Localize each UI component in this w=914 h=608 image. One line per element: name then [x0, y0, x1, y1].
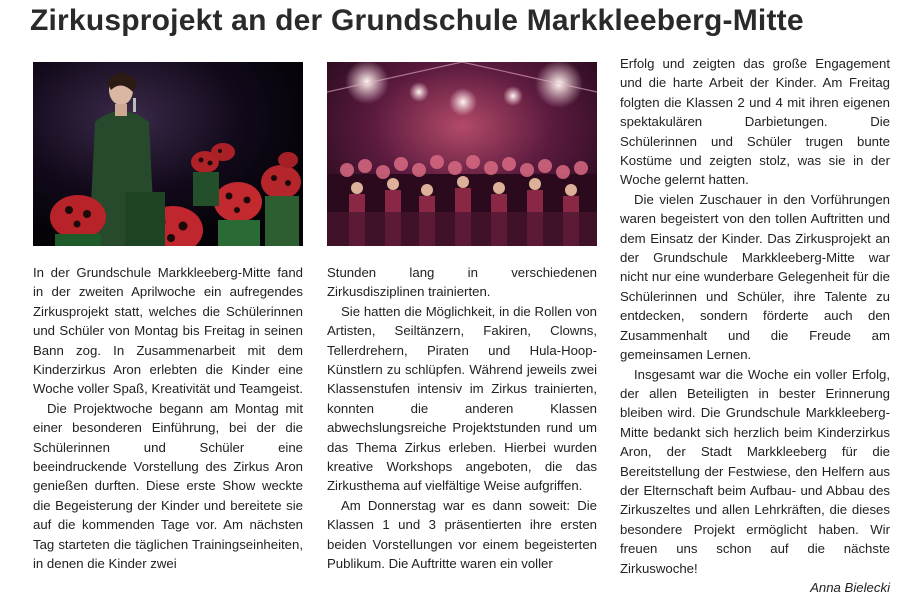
paragraph: Die vielen Zuschauer in den Vorführungen waren begeistert von den tollen Auftritten und dem Einsatz der Kinder. Das Zirkusprojekt an der Grundschule Markkleeberg-Mitte war nicht nur eine wunderbare Gelegenheit für die Schülerinnen und Schüler, ihre Talente zu entdecken, sondern förderte auch den Zusammenhalt und die Freude am gemeinsamen Lernen. [620, 191, 890, 363]
photo-ladybug-performers [33, 62, 303, 246]
article-column-1 [33, 263, 303, 574]
photo-circus-stage-finale [327, 62, 597, 246]
article-column-3 [620, 54, 890, 597]
paragraph: Insgesamt war die Woche ein voller Erfolg, der allen Beteiligten in bester Erinnerung bleiben wird. Die Grundschule Markkleeberg-Mitte bedankt sich herzlich beim Kinderzirkus Aron, der Stadt Markkleeberg für die Bereitstellung der Festwiese, den Helfern aus der Elternschaft beim Aufbau- und Abbau des Zirkuszeltes und allen Lehrkräften, die dieses besondere Projekt ermöglicht haben. Wir freuen uns schon auf die nächste Zirkuswoche! [620, 366, 890, 576]
article-column-2 [327, 263, 597, 574]
paragraph: Am Donnerstag war es dann soweit: Die Klassen 1 und 3 präsentierten ihre ersten beiden Vorstellungen vor einem begeisterten Publikum. Die Auftritte waren ein voller [327, 497, 597, 572]
article-headline: Zirkusprojekt an der Grundschule Markkleeberg-Mitte [30, 4, 804, 37]
paragraph: In der Grundschule Markkleeberg-Mitte fand in der zweiten Aprilwoche ein aufregendes Zirkusprojekt statt, welches die Schülerinnen und Schüler von Montag bis Freitag in seinen Bann zog. In Zusammenarbeit mit dem Kinderzirkus Aron erlebten die Kinder eine Woche voller Spaß, Kreativität und Teamgeist. [33, 265, 303, 397]
paragraph: Stunden lang in verschiedenen Zirkusdisziplinen trainierten. [327, 265, 597, 300]
paragraph: Sie hatten die Möglichkeit, in die Rollen von Artisten, Seiltänzern, Fakiren, Clowns, Tellerdrehern, Piraten und Hula-Hoop-Künstlern zu schlüpfen. Während jeweils zwei Klassenstufen intensiv im Zirkus trainierten, konnten die anderen Klassen abwechslungsreiche Projektstunden rund um das Thema Zirkus erleben. Hierbei wurden kreative Workshops angeboten, die das Zirkusthema auf vielfältige Weise aufgriffen. [327, 303, 597, 494]
paragraph: Erfolg und zeigten das große Engagement und die harte Arbeit der Kinder. Am Freitag folgten die Klassen 2 und 4 mit ihren eigenen spektakulären Darbietungen. Die Schülerinnen und Schüler trugen bunte Kostüme und zeigten stolz, was sie in der Woche gelernt hatten. [620, 56, 890, 188]
paragraph: Die Projektwoche begann am Montag mit einer besonderen Einführung, bei der die Schülerinnen und Schüler eine beeindruckende Vorstellung des Zirkus Aron genießen durften. Diese erste Show weckte die Begeisterung der Kinder und bereitete sie auf die kommenden Tage vor. Am nächsten Tag starteten die täglichen Trainingseinheiten, in denen die Kinder zwei [33, 400, 303, 572]
author-signature: Anna Bielecki [810, 579, 890, 595]
